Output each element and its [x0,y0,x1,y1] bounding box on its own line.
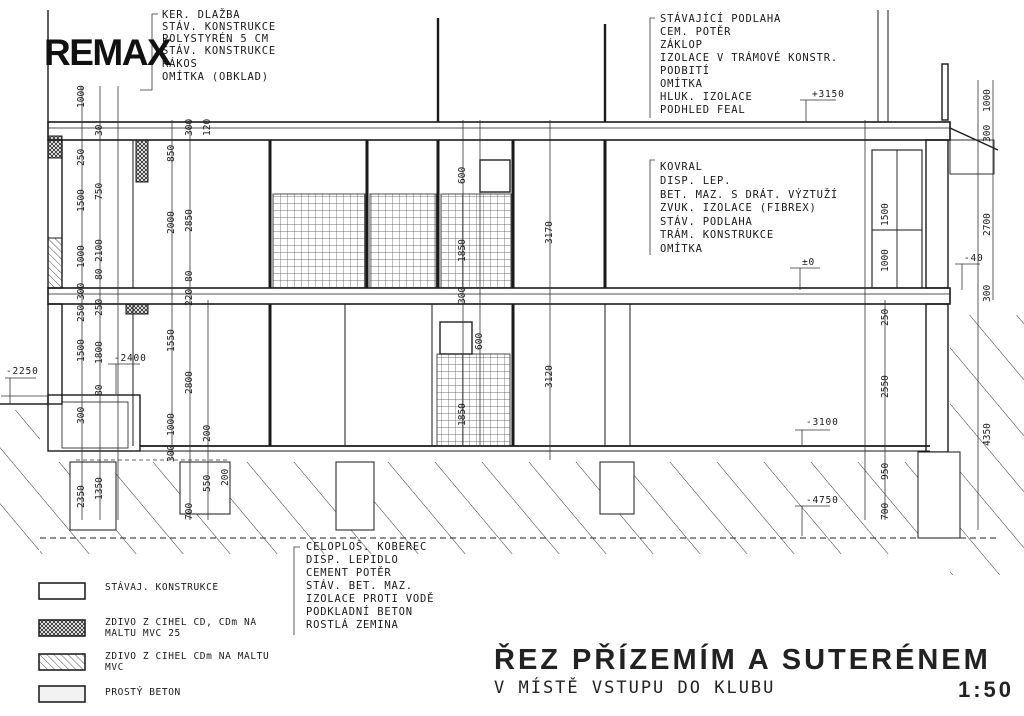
legend-item [105,618,275,640]
dim-label: 3170 [544,221,555,244]
floor-layer: DISP. LEP. [660,175,732,187]
ceiling-layer: OMÍTKA [660,78,703,90]
ceiling-layer: PODBITÍ [660,65,710,77]
dim-label: 2000 [166,211,177,234]
dim-label: 1500 [76,189,87,212]
floor-layer: ZVUK. IZOLACE (FIBREX) [660,202,817,214]
dim-label: 4350 [982,423,993,446]
dim-label: 80 [184,270,195,282]
dim-label: 600 [457,166,468,184]
legend-label: STÁVAJ. KONSTRUKCE [105,582,219,593]
dim-label: 950 [880,462,891,480]
roof-layer: STÁV. KONSTRUKCE [162,21,276,33]
dim-label: 250 [76,304,87,322]
dim-label: 300 [76,282,87,300]
ceiling-layer: HLUK. IZOLACE [660,91,753,103]
drawing-scale: 1:50 [958,677,1015,702]
basement-layer: STÁV. BET. MAZ. [306,580,413,592]
level-terrain-left: -2250 [6,366,39,377]
dim-label: 300 [184,118,195,136]
basement-layer: IZOLACE PROTI VODĚ [306,593,435,605]
level-entry: -40 [964,253,984,264]
dim-label: 200 [220,468,231,486]
dim-label: 80 [94,384,105,396]
legend-swatches [39,583,85,702]
floor-layer: STÁV. PODLAHA [660,216,753,228]
floor-layer: TRÁM. KONSTRUKCE [660,229,774,241]
dim-label: 220 [184,288,195,306]
floor-layer: KOVRAL [660,161,703,173]
legend-item [105,652,275,674]
dim-label: 200 [202,424,213,442]
ceiling-layer: CEM. POTĚR [660,26,732,38]
basement-layer: PODKLADNÍ BETON [306,606,413,618]
dim-label: 30 [94,124,105,136]
dim-label: 2100 [94,239,105,262]
basement-layer: CEMENT POTĚR [306,567,392,579]
basement-layer: DISP. LEPIDLO [306,554,399,566]
dim-label: 300 [982,124,993,142]
legend-item [105,583,219,594]
dim-label: 700 [880,502,891,520]
dim-label: 250 [94,298,105,316]
roof-layer: OMÍTKA (OBKLAD) [162,71,269,83]
dim-label: 300 [982,284,993,302]
dim-label: 80 [94,268,105,280]
dim-label: 300 [76,406,87,424]
dim-label: 600 [474,332,485,350]
legend-label: ZDIVO Z CIHEL CD, CDm NA MALTU MVC 25 [105,617,257,639]
dim-label: 2850 [184,209,195,232]
ceiling-layer: PODHLED FEAL [660,104,746,116]
roof-layer: POLYSTYRÉN 5 CM [162,33,269,45]
dim-label: 1800 [94,341,105,364]
ceiling-layer: ZÁKLOP [660,39,703,51]
ceiling-layer: IZOLACE V TRÁMOVÉ KONSTR. [660,52,839,64]
dim-label: 1500 [76,339,87,362]
basement-layer: CELOPLOŠ. KOBEREC [306,541,428,553]
level-basement: -3100 [806,417,839,428]
roof-layer: STÁV. KONSTRUKCE [162,45,276,57]
roof-layer: RÁKOS [162,58,198,70]
level-ground: ±0 [802,257,816,268]
level-stair: -2400 [114,353,147,364]
ceiling-layer: STÁVAJÍCÍ PODLAHA [660,13,782,25]
dim-label: 1000 [982,89,993,112]
dim-label: 1000 [76,245,87,268]
floor-layer: BET. MAZ. S DRÁT. VÝZTUŽÍ [660,189,839,201]
dim-label: 250 [880,308,891,326]
dim-label: 1850 [457,239,468,262]
drawing-subtitle: V MÍSTĚ VSTUPU DO KLUBU [494,678,776,698]
dim-label: 1350 [94,477,105,500]
roof-layer: KER. DLAŽBA [162,9,241,21]
legend-label: PROSTÝ BETON [105,687,181,698]
dim-label: 550 [202,474,213,492]
dim-label: 1000 [880,249,891,272]
dim-label: 2800 [184,371,195,394]
dim-label: 750 [94,182,105,200]
drawing-title: ŘEZ PŘÍZEMÍM A SUTERÉNEM [494,644,991,676]
dim-label: 120 [202,118,213,136]
dim-label: 300 [457,286,468,304]
dim-label: 700 [184,502,195,520]
basement-layer: ROSTLÁ ZEMINA [306,619,399,631]
dim-label: 1850 [457,403,468,426]
dim-label: 1500 [880,203,891,226]
dim-label: 850 [166,144,177,162]
level-roof: +3150 [812,89,845,100]
dim-label: 1000 [76,85,87,108]
dim-label: 2700 [982,213,993,236]
legend-item [105,688,181,699]
dim-label: 2550 [880,375,891,398]
remax-logo: REMAX [44,32,171,73]
tile-panels [273,160,511,446]
dim-label: 1550 [166,329,177,352]
dim-label: 3120 [544,365,555,388]
dim-label: 250 [76,148,87,166]
legend-label: ZDIVO Z CIHEL CDm NA MALTU MVC [105,651,270,673]
level-foundation: -4750 [806,495,839,506]
dim-label: 300 [166,444,177,462]
dim-label: 1000 [166,413,177,436]
dim-label: 2350 [76,485,87,508]
floor-layer: OMÍTKA [660,243,703,255]
